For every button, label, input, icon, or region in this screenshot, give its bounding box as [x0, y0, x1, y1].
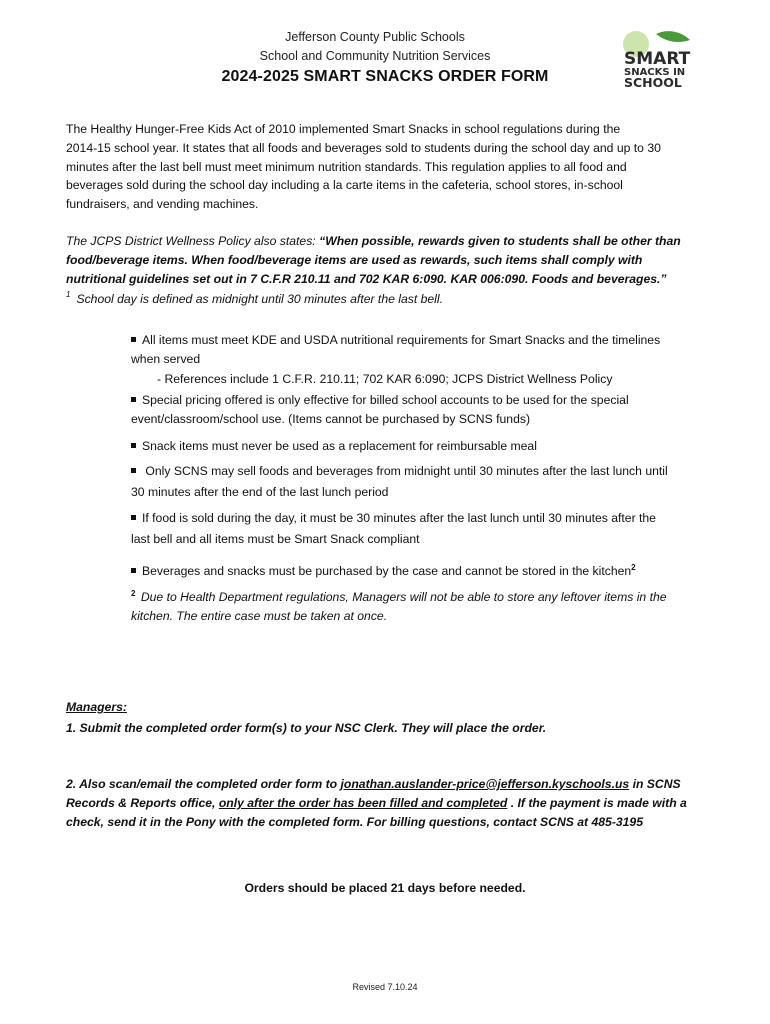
footnote-2: [131, 584, 696, 626]
step-text: . If the payment is made with a: [507, 796, 687, 810]
page-title: 2024-2025 SMART SNACKS ORDER FORM: [221, 68, 549, 85]
logo-text-line2: SNACKS IN: [624, 67, 686, 78]
bullet-icon: [131, 397, 136, 402]
wellness-lead: The JCPS District Wellness Policy also states:: [66, 234, 320, 248]
footnote-1: [66, 290, 443, 306]
list-item-text: All items must meet KDE and USDA nutritional requirements for Smart Snacks and the timelines: [142, 333, 661, 347]
footnote-text: School day is defined as midnight until 30 minutes after the last bell.: [76, 292, 443, 306]
bullet-icon: [131, 568, 136, 573]
step-emphasis: only after the order has been filled and completed: [218, 796, 508, 810]
list-item: [131, 331, 696, 369]
list-item-text: Only SCNS may sell foods and beverages from midnight until 30 minutes after the last lunch until: [142, 464, 668, 478]
wellness-policy-paragraph: [66, 232, 696, 288]
instruction-step-2: [66, 775, 706, 832]
order-deadline-note: Orders should be placed 21 days before needed.: [244, 881, 526, 895]
list-item-text: last bell and all items must be Smart Snack compliant: [131, 532, 420, 546]
list-item-text: If food is sold during the day, it must be 30 minutes after the last lunch until 30 minutes after the: [142, 511, 656, 525]
bullet-icon: [131, 337, 136, 342]
list-item-text: Special pricing offered is only effective for billed school accounts to be used for the special: [142, 393, 629, 407]
intro-line: beverages sold during the school day including a la carte items in the cafeteria, school stores, in-school: [66, 178, 623, 193]
footnote-text: Due to Health Department regulations, Managers will not be able to store any leftover items in the: [137, 590, 667, 605]
bullet-icon: [131, 515, 136, 520]
footnote-mark: 1: [66, 290, 71, 299]
list-item: [131, 509, 696, 549]
logo-text-line1: SMART: [624, 49, 691, 69]
step-text: check, send it in the Pony with the completed form. For billing questions, contact SCNS at 485-3195: [66, 815, 643, 829]
footnote-text: kitchen. The entire case must be taken at once.: [131, 609, 388, 624]
logo-text-line3: SCHOOL: [624, 75, 682, 90]
wellness-quote: nutritional guidelines set out in 7 C.F.R 210.11 and 702 KAR 6:090. KAR 006:090. Foods and beverages.”: [66, 271, 667, 286]
intro-line: fundraisers, and vending machines.: [66, 197, 259, 212]
list-item: [131, 391, 696, 429]
list-item-text: event/classroom/school use. (Items cannot be purchased by SCNS funds): [131, 412, 530, 426]
list-item-text: Snack items must never be used as a replacement for reimbursable meal: [142, 439, 537, 453]
footnote-mark: 2: [131, 589, 136, 598]
list-item: [131, 462, 696, 502]
step-text: 2. Also scan/email the completed order form to: [66, 777, 341, 791]
footnote-mark: 2: [631, 563, 636, 572]
smart-snacks-logo: [616, 30, 696, 90]
list-item-text: 30 minutes after the end of the last lunch period: [131, 485, 389, 499]
step-text: Records & Reports office,: [66, 796, 219, 810]
intro-paragraph: [66, 120, 696, 214]
leaf-icon: [656, 31, 690, 42]
revision-date: Revised 7.10.24: [352, 982, 418, 992]
managers-heading: Managers:: [66, 700, 127, 714]
list-item-text: Beverages and snacks must be purchased by the case and cannot be stored in the kitchen: [142, 564, 632, 579]
intro-line: The Healthy Hunger-Free Kids Act of 2010 implemented Smart Snacks in school regulations during the: [66, 122, 621, 136]
step-text: in SCNS: [629, 777, 681, 791]
intro-line: minutes after the last bell must meet minimum nutrition standards. This regulation applies to all food and: [66, 159, 627, 174]
intro-line: 2014-15 school year. It states that all foods and beverages sold to students during the school day and up to 30: [66, 140, 661, 155]
email-link[interactable]: jonathan.auslander-price@jefferson.kyschools.us: [340, 777, 630, 791]
list-item-text: when served: [131, 352, 201, 366]
wellness-quote: “When possible, rewards given to students shall be other than: [319, 234, 681, 248]
references-note: - References include 1 C.F.R. 210.11; 702 KAR 6:090; JCPS District Wellness Policy: [157, 372, 613, 386]
wellness-quote: food/beverage items. When food/beverage items are used as rewards, such items shall comply with: [66, 252, 643, 267]
list-item: [131, 437, 696, 456]
list-item: [131, 558, 696, 581]
org-name: Jefferson County Public Schools: [285, 30, 465, 44]
department-name: School and Community Nutrition Services: [259, 49, 491, 63]
instruction-step-1: 1. Submit the completed order form(s) to your NSC Clerk. They will place the order.: [66, 721, 547, 735]
bullet-icon: [131, 468, 136, 473]
bullet-icon: [131, 443, 136, 448]
